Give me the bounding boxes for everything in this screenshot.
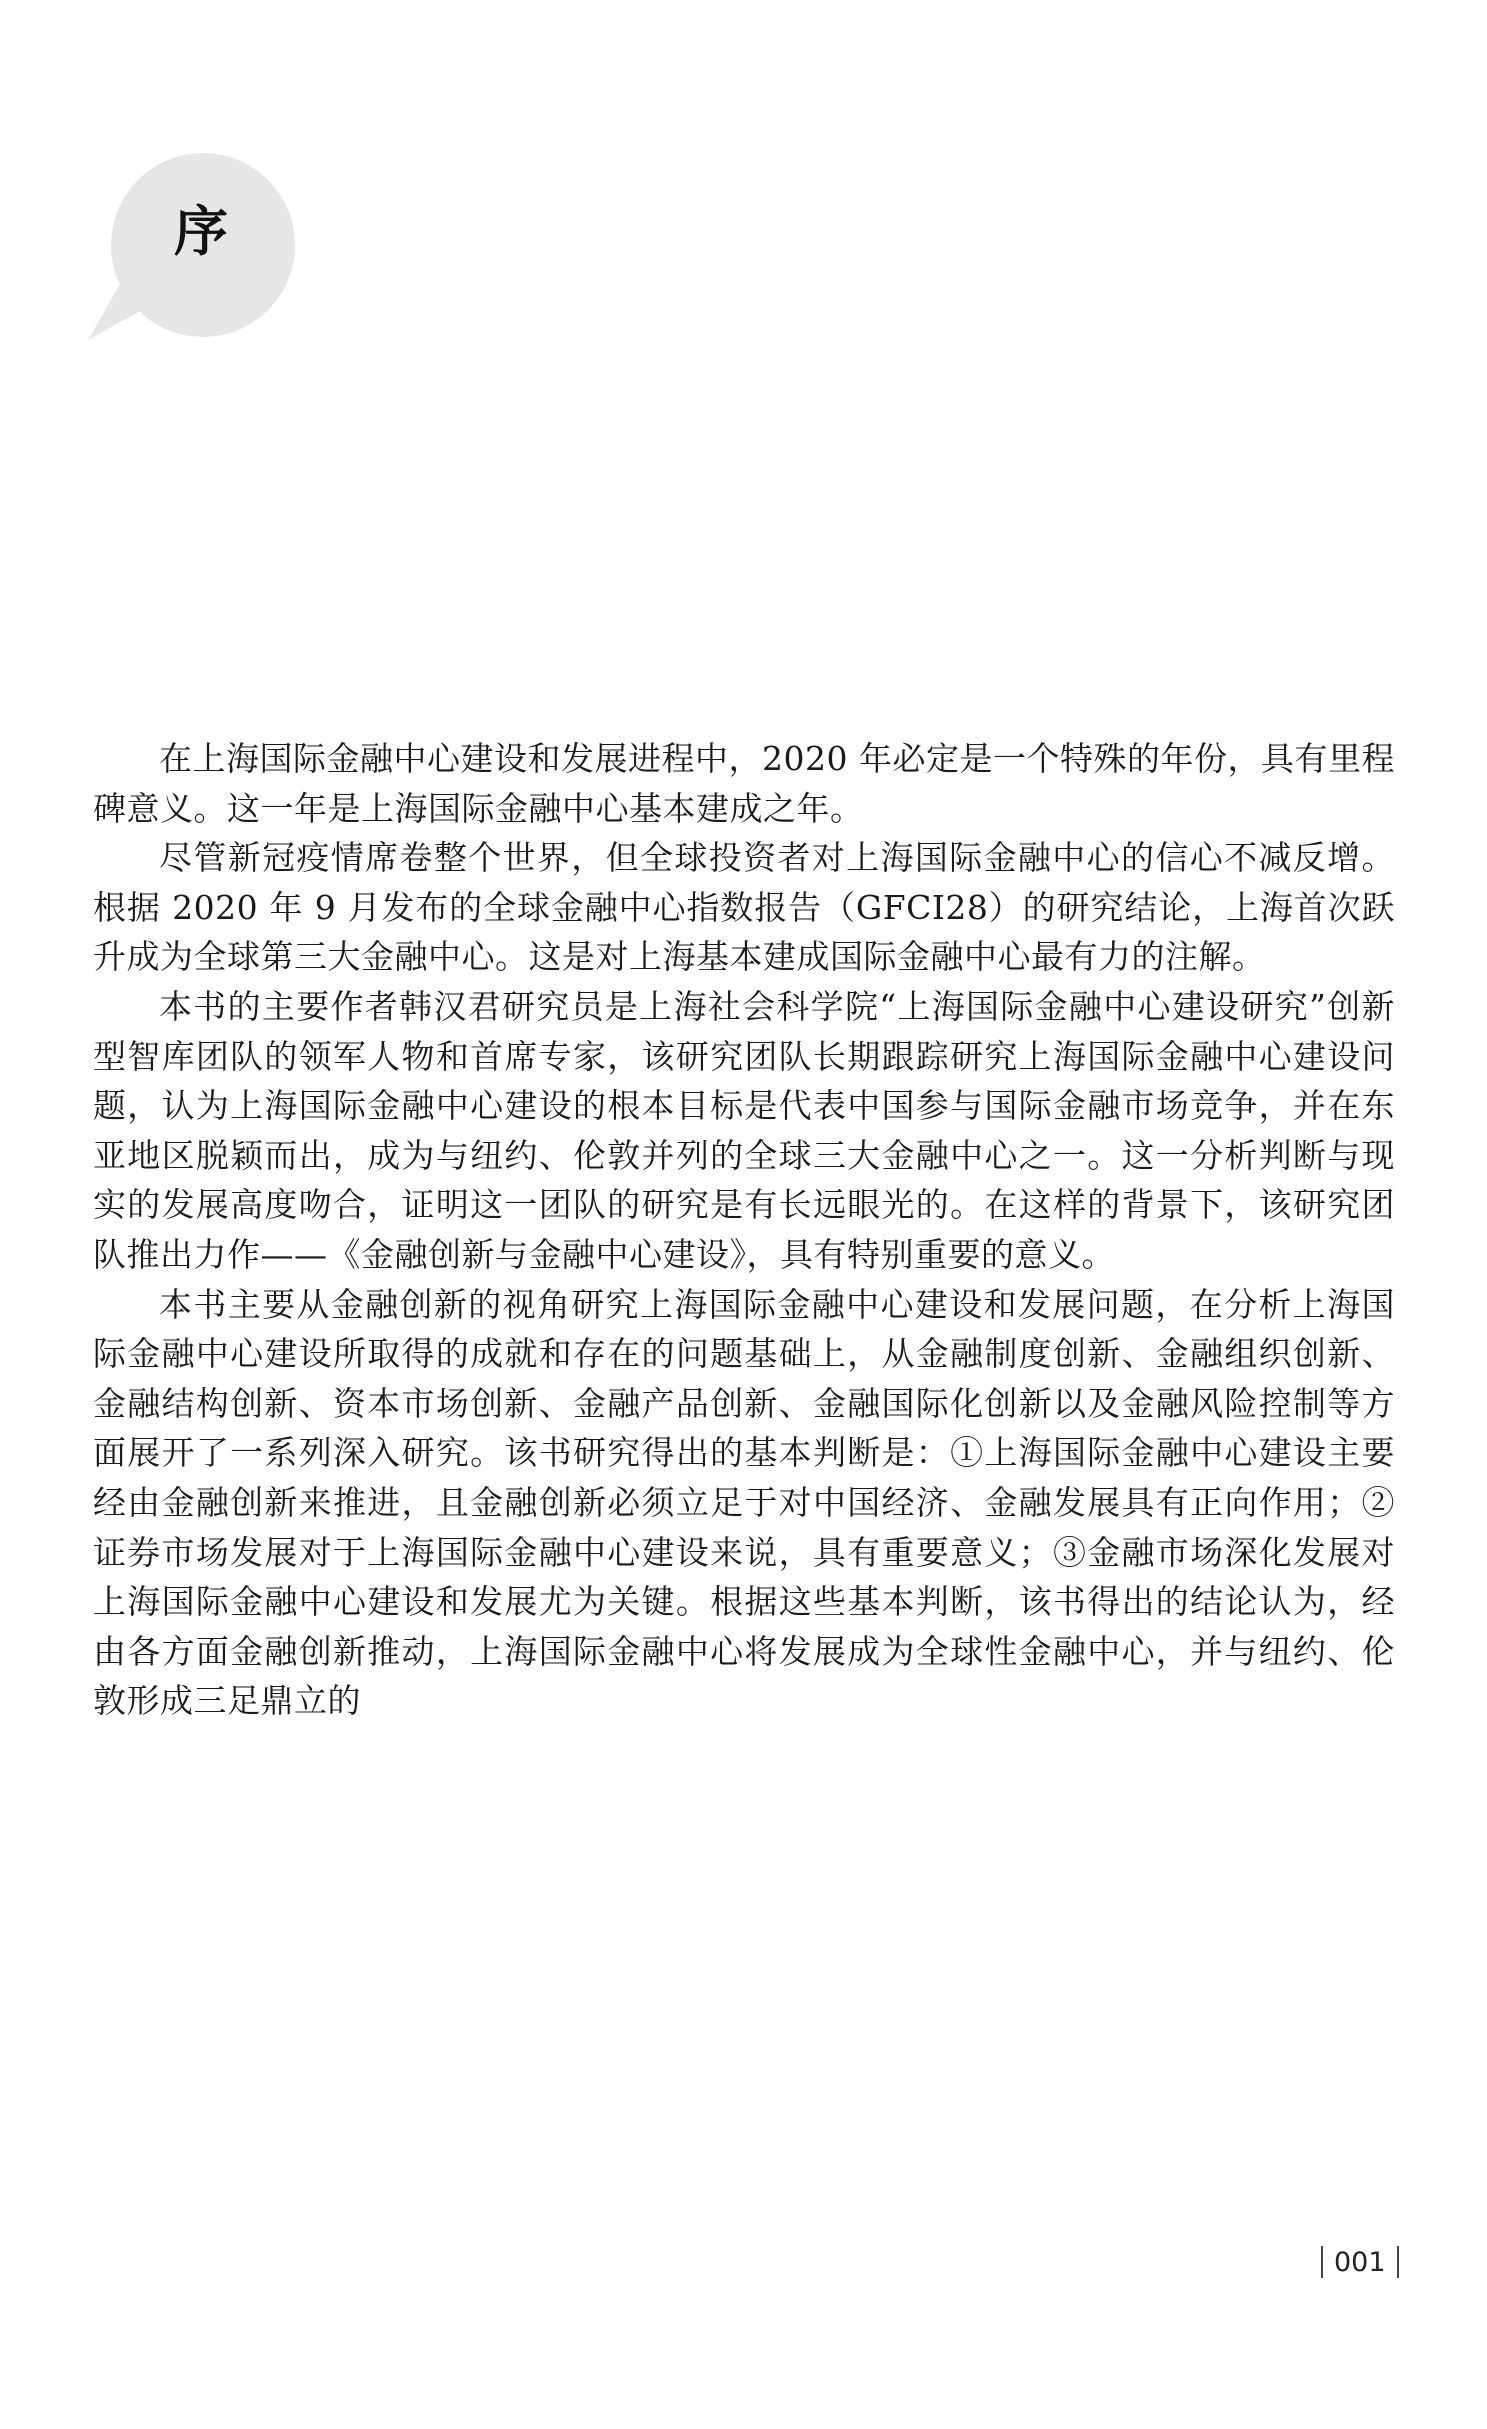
paragraph-3: 本书的主要作者韩汉君研究员是上海社会科学院“上海国际金融中心建设研究”创新型智库团队的领军人物和首席专家，该研究团队长期跟踪研究上海国际金融中心建设问题，认为上海国际金融中心建设的根本目标是代表中国参与国际金融市场竞争，并在东亚地区脱颖而出，成为与纽约、伦敦并列的全球三大金融中心之一。这一分析判断与现实的发展高度吻合，证明这一团队的研究是有长远眼光的。在这样的背景下，该研究团队推出力作——《金融创新与金融中心建设》，具有特别重要的意义。 <box>93 986 1395 1274</box>
chapter-title-badge <box>88 150 308 350</box>
page-number-divider-right <box>1397 2246 1399 2278</box>
paragraph-1: 在上海国际金融中心建设和发展进程中，2020 年必定是一个特殊的年份，具有里程碑意义。这一年是上海国际金融中心基本建成之年。 <box>93 739 1395 828</box>
page-number-footer <box>1310 2242 1410 2282</box>
paragraph-4: 本书主要从金融创新的视角研究上海国际金融中心建设和发展问题，在分析上海国际金融中心建设所取得的成就和存在的问题基础上，从金融制度创新、金融组织创新、金融结构创新、资本市场创新、金融产品创新、金融国际化创新以及金融风险控制等方面展开了一系列深入研究。该书研究得出的基本判断是：①上海国际金融中心建设主要经由金融创新来推进，且金融创新必须立足于对中国经济、金融发展具有正向作用；②证券市场发展对于上海国际金融中心建设来说，具有重要意义；③金融市场深化发展对上海国际金融中心建设和发展尤为关键。根据这些基本判断，该书得出的结论认为，经由各方面金融创新推动，上海国际金融中心将发展成为全球性金融中心，并与纽约、伦敦形成三足鼎立的 <box>93 1284 1395 1721</box>
page-number: 001 <box>1334 2246 1386 2278</box>
page-number-divider-left <box>1321 2246 1323 2278</box>
preface-body <box>93 734 1395 1726</box>
chapter-title: 序 <box>174 200 228 263</box>
paragraph-2: 尽管新冠疫情席卷整个世界，但全球投资者对上海国际金融中心的信心不减反增。根据 2020 年 9 月发布的全球金融中心指数报告（GFCI28）的研究结论，上海首次跃升成为全球第三大金融中心。这是对上海基本建成国际金融中心最有力的注解。 <box>93 838 1395 977</box>
